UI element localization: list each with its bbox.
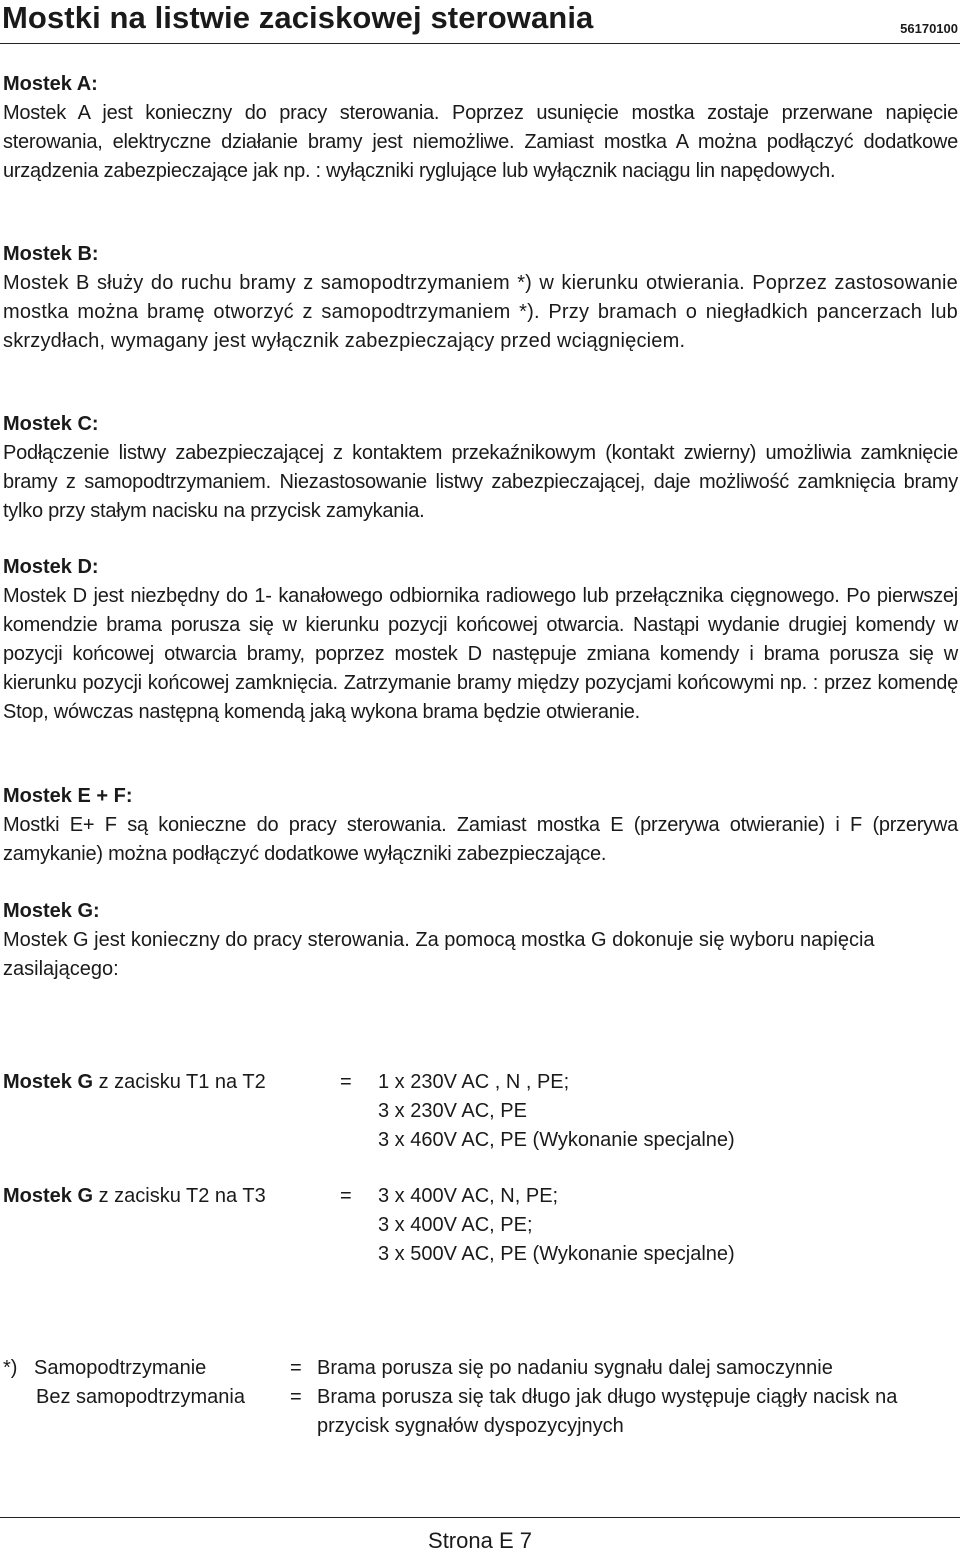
page-number: Strona E 7 xyxy=(428,1528,532,1553)
footnote-term: Bez samopodtrzymania xyxy=(36,1386,245,1408)
voltage-value: 3 x 400V AC, PE; xyxy=(378,1214,533,1236)
section-title: Mostek G: xyxy=(3,900,100,922)
voltage-row-label: Mostek G z zacisku T1 na T2 xyxy=(3,1071,266,1093)
voltage-values xyxy=(378,1182,735,1269)
voltage-row-label: Mostek G z zacisku T2 na T3 xyxy=(3,1185,266,1207)
footnote xyxy=(3,1354,958,1441)
voltage-table xyxy=(3,1068,958,1269)
section-body: Mostki E+ F są konieczne do pracy sterowania. Zamiast mostka E (przerywa otwieranie) i F (przerywa zamykanie) można podłączyć dodatkowe wyłączniki zabezpieczające. xyxy=(3,814,958,865)
section-body: Mostek B służy do ruchu bramy z samopodtrzymaniem *) w kierunku otwierania. Poprzez zastosowanie mostka można bramę otworzyć z samopodtrzymaniem *). Przy bramach o niegładkich pancerzach lub skrzydłach, wymagany jest wyłącznik zabezpieczający przed wciągnięciem. xyxy=(3,272,958,352)
section-title: Mostek D: xyxy=(3,556,99,578)
voltage-value: 3 x 500V AC, PE (Wykonanie specjalne) xyxy=(378,1243,735,1265)
document-number: 56170100 xyxy=(900,21,958,36)
voltage-values xyxy=(378,1068,735,1155)
page-header xyxy=(0,0,960,48)
voltage-value: 3 x 230V AC, PE xyxy=(378,1100,527,1122)
section-title: Mostek C: xyxy=(3,413,99,435)
footnote-marker: *) xyxy=(3,1357,18,1379)
footer-divider xyxy=(0,1517,960,1518)
voltage-value: 3 x 400V AC, N, PE; xyxy=(378,1185,559,1207)
section-mostek-a xyxy=(3,70,958,186)
section-body: Mostek D jest niezbędny do 1- kanałowego odbiornika radiowego lub przełącznika cięgnowego. Po pierwszej komendzie brama porusza się w kierunku pozycji końcowej otwarcia. Nastąpi wydanie drugiej komendy w pozycji końcowej otwarcia bramy, poprzez mostek D następuje zmiana komendy i brama porusza się w kierunku pozycji końcowej zamknięcia. Zatrzymanie bramy między pozycjami końcowymi np. : przez komendę Stop, wówczas następną komendą jaką wykona brama będzie otwieranie. xyxy=(3,585,958,723)
footnote-definition: Brama porusza się tak długo jak długo występuje ciągły nacisk na przycisk sygnałów dyspozycyjnych xyxy=(317,1386,898,1437)
section-title: Mostek A: xyxy=(3,73,98,95)
footnote-row xyxy=(3,1354,958,1383)
footnote-row xyxy=(3,1383,958,1441)
section-body: Mostek G jest konieczny do pracy sterowania. Za pomocą mostka G dokonuje się wyboru napięcia zasilającego: xyxy=(3,929,875,980)
voltage-row-t2-t3 xyxy=(3,1182,958,1269)
page-title: Mostki na listwie zaciskowej sterowania xyxy=(2,0,594,35)
header-divider xyxy=(0,43,960,44)
equals-sign: = xyxy=(290,1357,302,1379)
section-mostek-g xyxy=(3,897,958,984)
section-title: Mostek E + F: xyxy=(3,785,133,807)
section-mostek-e-f xyxy=(3,782,958,869)
voltage-value: 1 x 230V AC , N , PE; xyxy=(378,1071,570,1093)
equals-sign: = xyxy=(340,1071,352,1093)
voltage-value: 3 x 460V AC, PE (Wykonanie specjalne) xyxy=(378,1129,735,1151)
section-body: Mostek A jest konieczny do pracy sterowania. Poprzez usunięcie mostka zostaje przerwane napięcie sterowania, elektryczne działanie bramy jest niemożliwe. Zamiast mostka A można podłączyć dodatkowe urządzenia zabezpieczające jak np. : wyłączniki ryglujące lub wyłącznik naciągu lin napędowych. xyxy=(3,102,958,182)
section-title: Mostek B: xyxy=(3,243,99,265)
equals-sign: = xyxy=(340,1185,352,1207)
equals-sign: = xyxy=(290,1386,302,1408)
section-body: Podłączenie listwy zabezpieczającej z kontaktem przekaźnikowym (kontakt zwierny) umożliwia zamknięcie bramy z samopodtrzymaniem. Niezastosowanie listwy zabezpieczającej, daje możliwość zamknięcia bramy tylko przy stałym nacisku na przycisk zamykania. xyxy=(3,442,958,522)
voltage-row-t1-t2 xyxy=(3,1068,958,1155)
section-mostek-c xyxy=(3,410,958,526)
section-mostek-b xyxy=(3,240,958,356)
footnote-term: Samopodtrzymanie xyxy=(34,1357,207,1379)
section-mostek-d xyxy=(3,553,958,727)
footnote-definition: Brama porusza się po nadaniu sygnału dalej samoczynnie xyxy=(317,1357,833,1379)
